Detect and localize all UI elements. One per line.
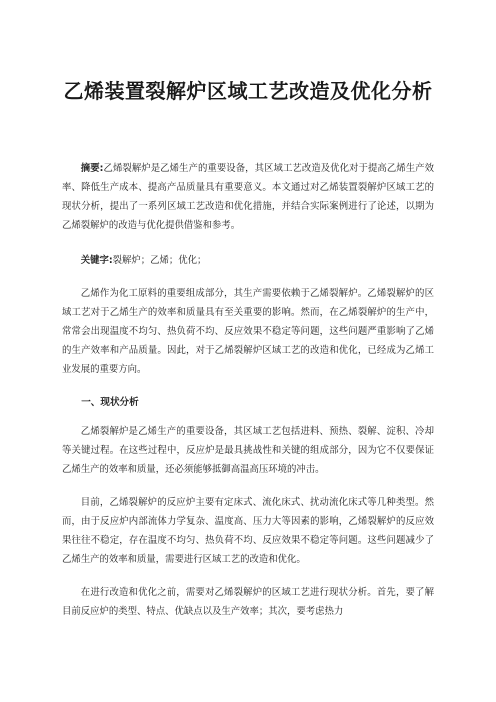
- abstract-text: 乙烯裂解炉是乙烯生产的重要设备，其区域工艺改造及优化对于提高乙烯生产效率、降低生产成本、提高产品质量具有重要意义。本文通过对乙烯装置裂解炉区域工艺的现状分析，提出了一系列区域工艺改造和优化措施，并结合实际案例进行了论述，以期为乙烯裂解炉的改造与优化提供借鉴和参考。: [62, 163, 434, 231]
- abstract-label: 摘要:: [80, 163, 104, 174]
- keywords-text: 裂解炉；乙烯；优化；: [112, 255, 207, 266]
- section-paragraph: 目前，乙烯裂解炉的反应炉主要有定床式、流化床式、扰动流化床式等几种类型。然而，由于反应炉内部流体力学复杂、温度高、压力大等因素的影响，乙烯裂解炉的反应效果往往不稳定，存在温度不均匀、热负荷不均、反应效果不稳定等问题。这些问题减少了乙烯生产的效率和质量，需要进行区域工艺的改造和优化。: [62, 497, 434, 565]
- abstract-paragraph: [62, 159, 434, 235]
- keywords-label: 关键字:: [80, 255, 113, 266]
- section-paragraph: 乙烯裂解炉是乙烯生产的重要设备，其区域工艺包括进料、预热、裂解、淀积、冷却等关键过程。在这些过程中，反应炉是最具挑战性和关键的组成部分，因为它不仅要保证乙烯生产的效率和质量，还必须能够抵御高温高压环境的冲击。: [62, 426, 434, 475]
- keywords-paragraph: [62, 251, 434, 270]
- document-body: [62, 159, 434, 635]
- section-paragraph: 在进行改造和优化之前，需要对乙烯裂解炉的区域工艺进行现状分析。首先，要了解目前反应炉的类型、特点、优缺点以及生产效率；其次，要考虑热力: [62, 587, 434, 617]
- section-heading: 一、现状分析: [81, 397, 139, 408]
- document-title: 乙烯装置裂解炉区域工艺改造及优化分析: [63, 79, 433, 103]
- intro-paragraph: 乙烯作为化工原料的重要组成部分，其生产需要依赖于乙烯裂解炉。乙烯裂解炉的区域工艺对于乙烯生产的效率和质量具有至关重要的影响。然而，在乙烯裂解炉的生产中，常常会出现温度不均匀、热负荷不均、反应效果不稳定等问题，这些问题严重影响了乙烯的生产效率和产品质量。因此，对于乙烯裂解炉区域工艺的改造和优化，已经成为乙烯工业发展的重要方向。: [62, 288, 434, 375]
